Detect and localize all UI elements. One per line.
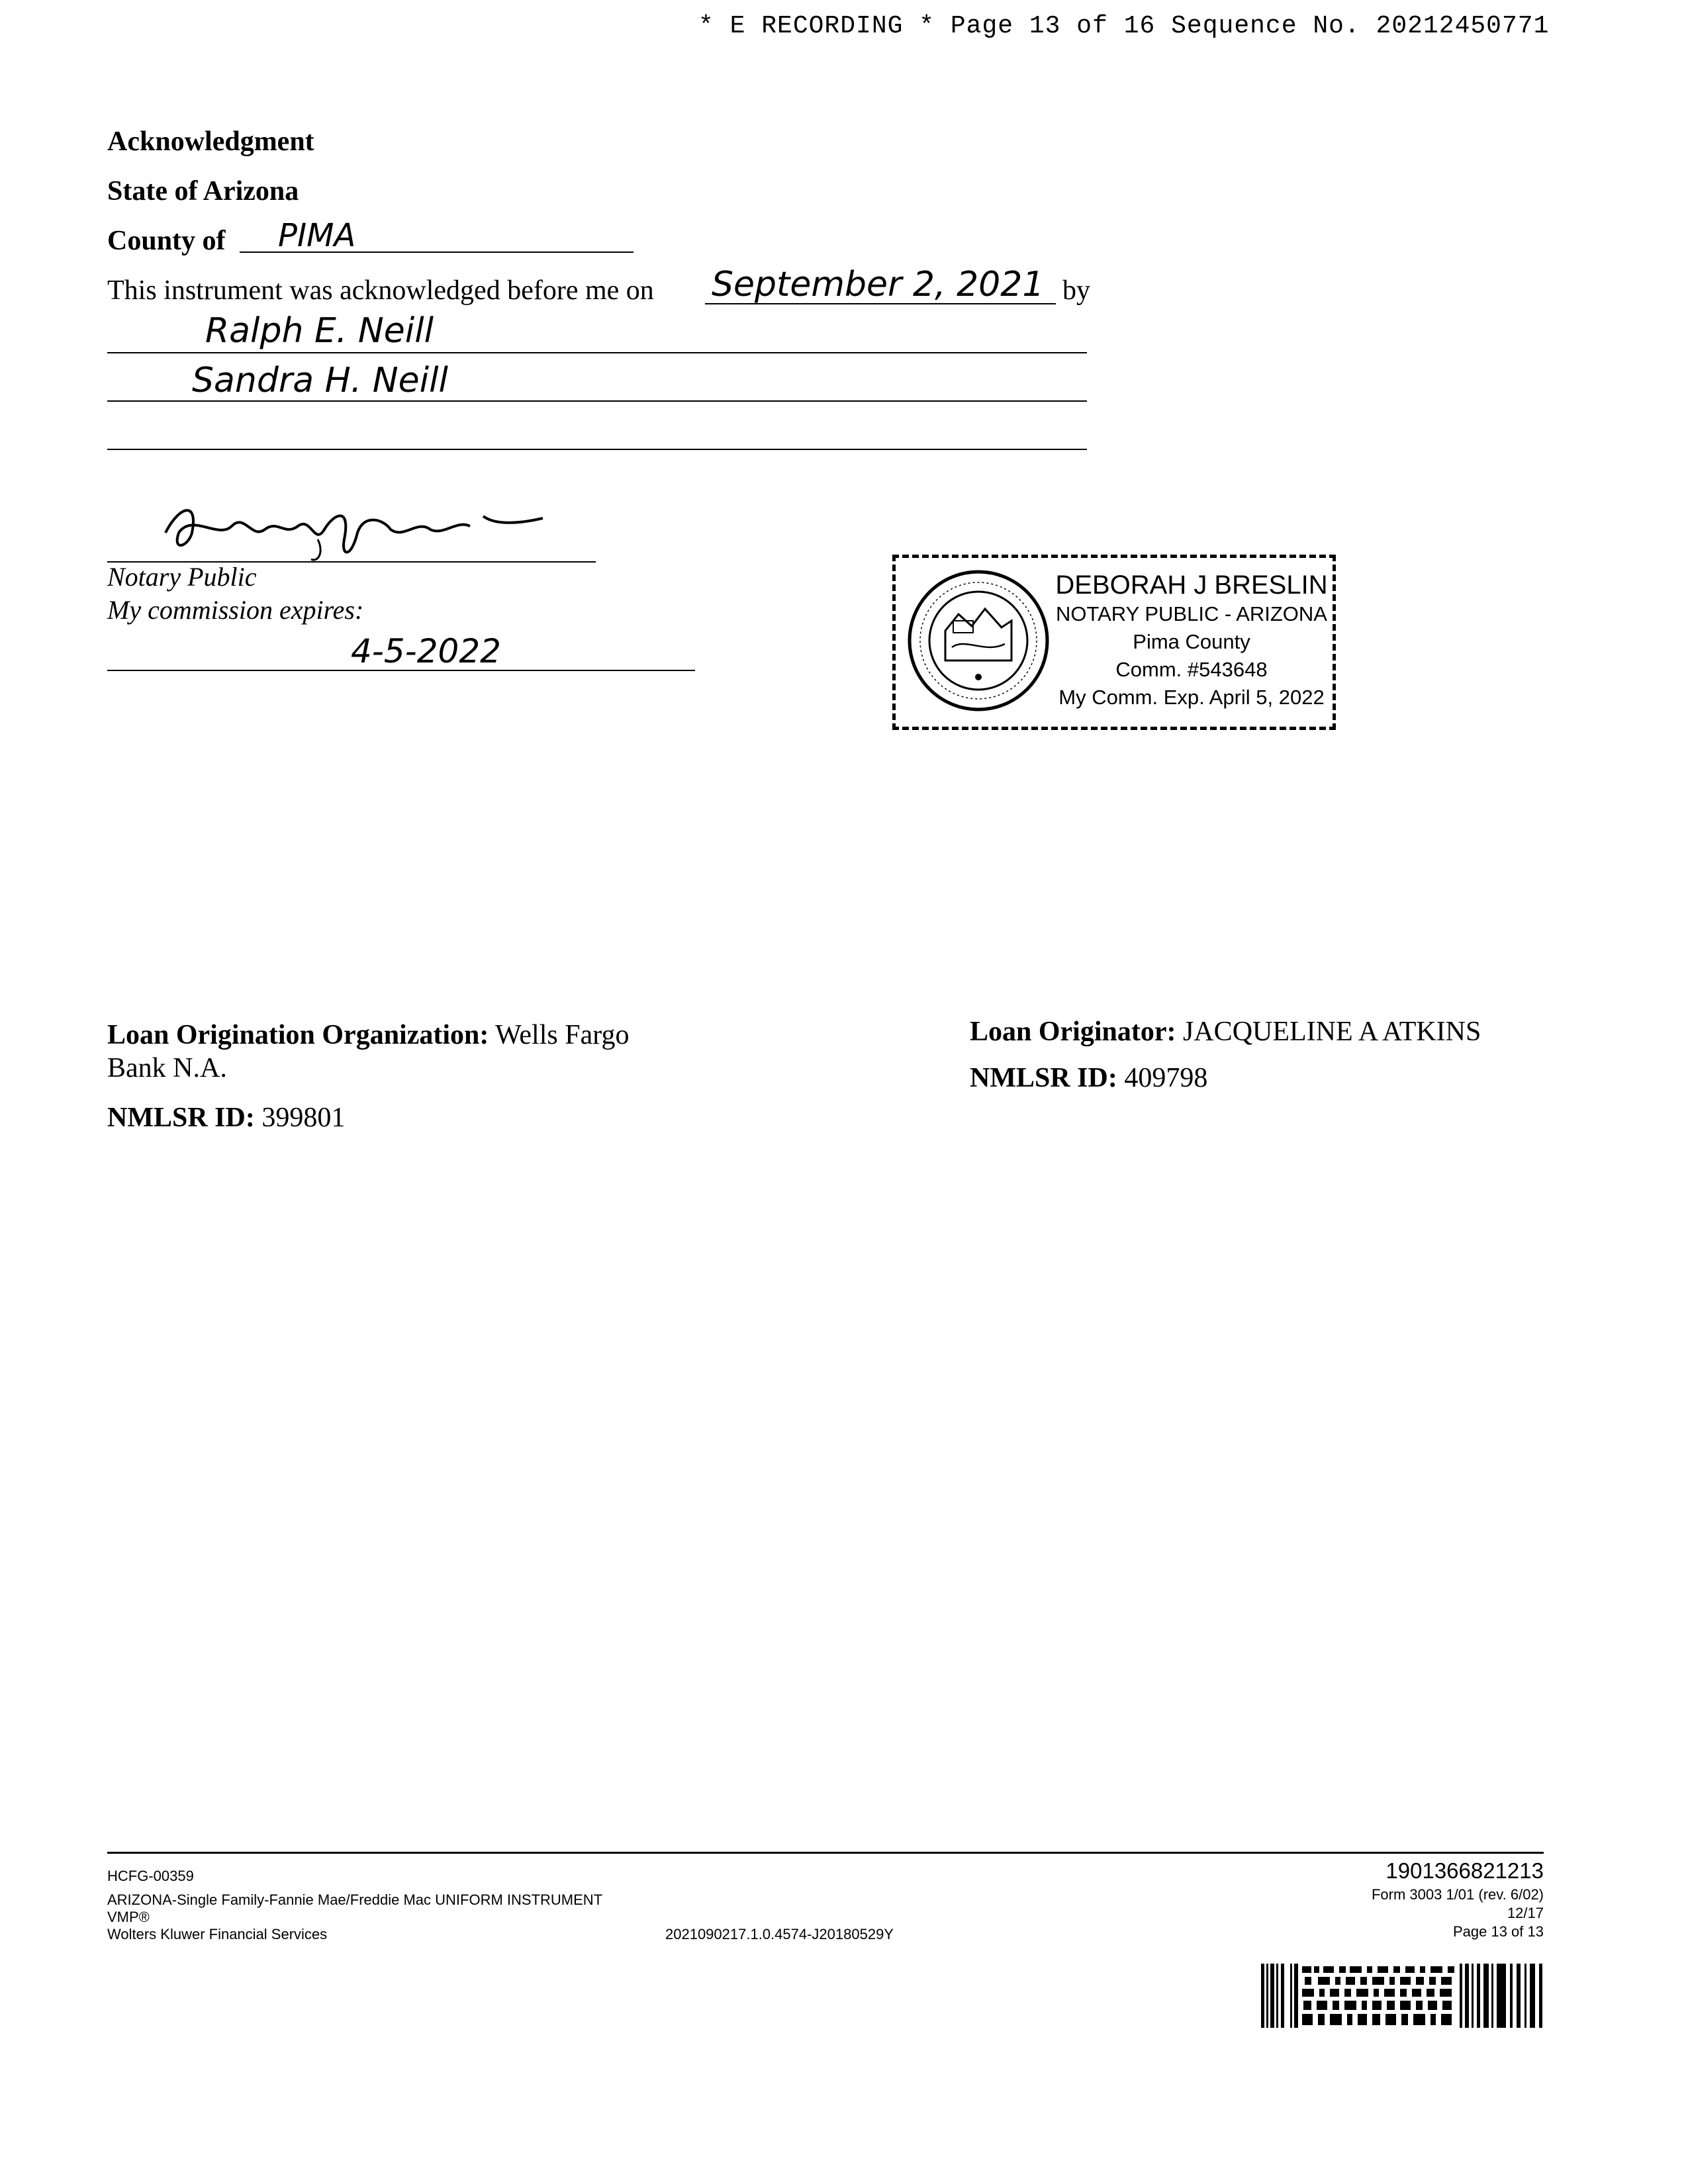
- org-value-line2: Bank N.A.: [107, 1053, 227, 1083]
- footer-code: HCFG-00359: [107, 1868, 194, 1884]
- org-nmlsr: [107, 1102, 345, 1134]
- originator-nmlsr-value: 409798: [1124, 1063, 1208, 1093]
- acknowledgment-title: Acknowledgment: [107, 126, 314, 157]
- instrument-text: This instrument was acknowledged before me on: [107, 275, 654, 306]
- footer-instrument: ARIZONA-Single Family-Fannie Mae/Freddie Mac UNIFORM INSTRUMENT: [107, 1891, 603, 1908]
- date-handwritten: September 2, 2021: [712, 265, 1045, 304]
- originator-value: JACQUELINE A ATKINS: [1183, 1017, 1481, 1047]
- stamp-comm-expires: My Comm. Exp. April 5, 2022: [1058, 686, 1325, 709]
- notary-signature: [152, 493, 549, 566]
- arizona-state-seal-icon: [906, 568, 1051, 713]
- signer-line-3: [107, 449, 1087, 450]
- footer-rev: 12/17: [1507, 1905, 1544, 1921]
- recording-header: * E RECORDING * Page 13 of 16 Sequence No. 20212450771: [698, 12, 1550, 40]
- footer-rule: [107, 1852, 1544, 1854]
- org-label: Loan Origination Organization:: [107, 1020, 489, 1050]
- originator-label: Loan Originator:: [970, 1017, 1176, 1047]
- notary-public-label: Notary Public: [107, 562, 257, 592]
- loan-originator: [970, 1016, 1566, 1048]
- footer-vmp: VMP®: [107, 1909, 150, 1925]
- county-handwritten: PIMA: [278, 217, 356, 254]
- originator-nmlsr: [970, 1062, 1207, 1094]
- stamp-comm-number: Comm. #543648: [1115, 658, 1268, 681]
- commission-line: [107, 670, 695, 671]
- org-nmlsr-label: NMLSR ID:: [107, 1103, 255, 1133]
- stamp-name: DEBORAH J BRESLIN: [1055, 570, 1328, 600]
- barcode-icon: [1261, 1964, 1544, 2028]
- commission-label: My commission expires:: [107, 595, 364, 625]
- signer-2-handwritten: Sandra H. Neill: [192, 361, 449, 400]
- stamp-county: Pima County: [1133, 630, 1250, 653]
- footer-company: Wolters Kluwer Financial Services: [107, 1926, 328, 1942]
- originator-nmlsr-label: NMLSR ID:: [970, 1063, 1117, 1093]
- signer-line-1: [107, 352, 1087, 353]
- county-label: County of: [107, 226, 226, 256]
- state-label: State of Arizona: [107, 176, 299, 206]
- org-nmlsr-value: 399801: [261, 1103, 346, 1133]
- footer-doc-id: 2021090217.1.0.4574-J20180529Y: [665, 1926, 894, 1942]
- by-label: by: [1062, 275, 1090, 306]
- loan-origination-organization: [107, 1019, 703, 1051]
- stamp-title: NOTARY PUBLIC - ARIZONA: [1056, 602, 1327, 625]
- footer-loan-number: 1901366821213: [1385, 1858, 1544, 1883]
- signer-line-2: [107, 400, 1087, 402]
- footer-form: Form 3003 1/01 (rev. 6/02): [1371, 1886, 1544, 1903]
- commission-handwritten: 4-5-2022: [351, 632, 501, 670]
- signer-1-handwritten: Ralph E. Neill: [205, 311, 434, 351]
- footer-page: Page 13 of 13: [1452, 1923, 1544, 1940]
- org-value-line1: Wells Fargo: [495, 1020, 630, 1050]
